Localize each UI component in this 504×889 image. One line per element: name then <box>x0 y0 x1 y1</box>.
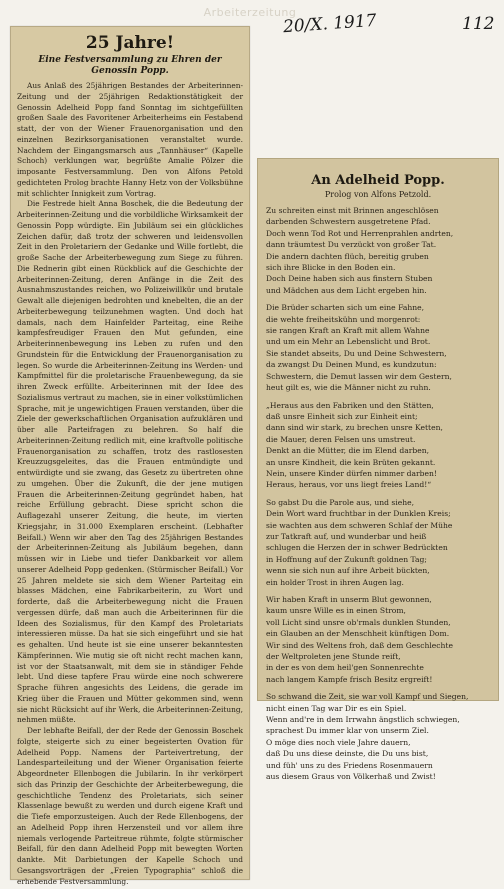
poem-line: kaum unsre Wille es in einen Strom, <box>266 606 406 616</box>
handwritten-date: 20/X. 1917 <box>282 10 378 38</box>
poem-line: dann sind wir stark, zu brechen unsre Ketten, <box>266 423 443 433</box>
poem-stanza <box>266 691 490 782</box>
poem-line: wenn sie sich nun auf ihre Arbeit bückten, <box>266 566 430 576</box>
poem-subtitle: Prolog von Alfons Petzold. <box>324 190 432 199</box>
poem-line: sprachest Du immer klar von unserm Ziel. <box>266 726 429 736</box>
poem-line: die Mauer, deren Felsen uns umstreut. <box>266 434 416 444</box>
newspaper-clipping-poem <box>257 158 499 782</box>
poem-line: und Mädchen aus dem Licht ergeben hin. <box>266 285 427 295</box>
handwritten-number: 112 <box>462 14 495 34</box>
poem-line: in der es von dem heil'gen Sonnenrechte <box>266 663 424 673</box>
poem-line: da zwangst Du Deinen Mund, es kundzutun: <box>266 360 437 370</box>
poem-line: der Weltproleten jene Stunde reift, <box>266 652 401 662</box>
poem-line: Doch wenn Tod Rot und Herrenprahlen andrten, <box>266 228 454 238</box>
poem-body <box>258 205 498 783</box>
article-body <box>11 81 249 887</box>
poem-line: aus diesem Graus von Völkerhaß und Zwist! <box>266 772 436 782</box>
poem-line: Dein Wort ward fruchtbar in der Dunklen Kreis; <box>266 509 451 519</box>
poem-line: und füh' uns zu des Friedens Rosenmauern <box>266 760 433 770</box>
poem-line: Sie standet abseits, Du und Deine Schwestern, <box>266 348 447 358</box>
poem-line: Wir sind des Weltens froh, daß dem Geschlechte <box>266 640 453 650</box>
article-paragraph: Die Festrede hielt Anna Boschek, die die Bedeutung der Arbeiterinnen-Zeitung und die vorbildliche Wirksamkeit der Genossin Popp würdigte. Ein Jubiläum sei ein glückliches Zeichen dafür, daß trotz der schweren und leidensvollen Zeit in den Proletariern der Gedanke und Wille fortlebt, die große Sache der Arbeiterbewegung zum Siege zu führen. Die Rednerin gibt einen Rückblick auf die Geschichte der Arbeiterinnen-Zeitung, deren Anfänge in die Zeit des Ausnahmszustandes reichen, wo Polizeiwillkür und brutale Gewalt alle diejenigen bedrohten und knebelten, die an der Arbeiterbewegung teilzunehmen wagten. Und doch hat damals, nach dem Hainfelder Parteitag, eine Reihe kampfesfreudiger Frauen den Mut gefunden, eine Arbeiterinnenbewegung ins Leben zu rufen und den Grundstein für die Entwicklung der Frauenorganisation zu legen. So wurde die Arbeiterinnen-Zeitung ins Werden- und Kampfmittel für die proletarische Frauenbewegung, da sie ihren Zweck erfüllte. Arbeiterinnen mit der Idee des Sozialismus vertraut zu machen, sie in einer volkstümlichen Sprache, mit je ungewichtigen Frauen verstanden, über die Ziele der gewerkschaftlichen Organisation aufzuklären und über alle Parteifragen zu belehren. So half die Arbeiterinnen-Zeitung redlich mit, eine kraftvolle politische Frauenorganisation zu schaffen, trotz des rastlosesten Kreuzzugsgeleites, das die Frauen entmündigte und entwürdigte und sie zwang, das Gesetz zu übertreten ohne zu umgehen. Über die Zukunft, die der jene mutigen Frauen die Arbeiterinnen-Zeitung gegründet haben, hat reiche Erfüllung gebracht. Diese spricht schon die Auflagezahl unserer Zeitung, die heute, im vierten Kriegsjahr, in 31.000 Exemplaren erscheint. (Lebhafter Beifall.) Wenn wir aber den Tag des 25jährigen Bestandes der Arbeiterinnen-Zeitung als Jubiläum begehen, dann müssen wir in Liebe und tiefer Dankbarkeit vor allem unserer Adelheid Popp gedenken. (Stürmischer Beifall.) Vor 25 Jahren meldete sie sich dem Wiener Parteitag ein blasses Mädchen, eine Fabrikarbeiterin, zu Wort und forderte, daß die Arbeiterbewegung nicht die Frauen vergessen dürfe, daß man auch die Arbeiterinnen für die Ideen des Sozialismus, für den Kampf des Proletariats interessieren müsse. Da hat sie sich eingeführt und sie hat es gehalten. Und heute ist sie eine unserer bekanntesten Kämpferinnen. Wie mutig sie oft nicht recht machen kann, ist vor der Staatsanwalt, mit dem sie in ständiger Fehde lebt. Und diese tapfere Frau würde eine noch schwerere Sprache führen angesichts des Leidens, die gerade im Krieg über die Frauen und Mütter gekommen sind, wenn sie nicht Rücksicht auf ihr Werk, die Arbeiterinnen-Zeitung, nehmen müßte. <box>17 199 243 725</box>
poem-line: So gabst Du die Parole aus, und siehe, <box>266 497 415 507</box>
archive-stamp: Arbeiterzeitung <box>203 6 297 19</box>
poem-line: dann träumtest Du verzückt von großer Tat. <box>266 240 437 250</box>
poem-title: An Adelheid Popp. <box>311 173 445 188</box>
poem-line: So schwand die Zeit, sie war voll Kampf und Siegen, <box>266 692 469 702</box>
poem-line: zur Tatkraft auf, und wunderbar und heiß <box>266 531 427 541</box>
poem-line: sie wachten aus dem schweren Schlaf der Mühe <box>266 520 453 530</box>
poem-line: Wir haben Kraft in unserm Blut gewonnen, <box>266 595 432 604</box>
poem-line: Schwestern, die Demut lassen wir dem Gestern, <box>266 371 452 381</box>
poem-line: sich ihre Blicke in den Boden ein. <box>266 263 396 273</box>
poem-stanza <box>266 400 490 491</box>
poem-line: „Heraus aus den Fabriken und den Stätten, <box>266 400 434 410</box>
poem-line: Doch Deine haben sich aus finstern Stuben <box>266 274 433 284</box>
article-paragraph: Der lebhafte Beifall, der der Rede der Genossin Boschek folgte, steigerte sich zu einer begeisterten Ovation für Adelheid Popp. Namens der Parteivertretung, der Landesparteileitung und der Wiener Organisation feierte Abgeordneter Ellenbogen die Jubilarin. In ihr verkörpert sich das Prinzip der Geschichte der Arbeiterbewegung, die geschichtliche Tendenz des Proletariats, sich seiner Klassenlage bewußt zu werden und durch eigene Kraft und die Tiefe emporzusteigen. Auch der Rede Ellenbogens, der an Adelheid Popp ihren Herzensteil und vor allem ihre niemals verlogende Parteitreue rühmte, folgte stürmischer Beifall, für den dann Adelheid Popp mit bewegten Worten dankte. Mit Darbietungen der Kapelle Schoch und Gesangsvorträgen der „Freien Typographia“ schloß die erhebende Festversammlung. <box>17 726 243 886</box>
poem-line: ein holder Trost in ihren Augen lag. <box>266 577 404 587</box>
poem-line: Wenn and're in dem Irrwahn ängstlich schwiegen, <box>266 715 460 725</box>
poem-line: Nein, unsere Kinder dürfen nimmer darben! <box>266 468 437 478</box>
poem-line: nach langem Kampfe frisch Besitz ergreift! <box>266 674 433 684</box>
poem-line: Die andern dachten flüch, bereitig gruben <box>266 251 429 261</box>
poem-stanza <box>266 594 490 685</box>
poem-line: Heraus, heraus, vor uns liegt freies Land!“ <box>266 480 432 490</box>
poem-line: Zu schreiten einst mit Brinnen angeschlösen <box>266 206 439 215</box>
poem-stanza <box>266 497 490 588</box>
poem-line: die wehte freiheitskühn und morgenrot: <box>266 314 421 324</box>
article-subtitle: Eine Festversammlung zu Ehren der Genossin Popp. <box>38 55 222 76</box>
poem-line: ein Glauben an der Menschheit künftigen Dom. <box>266 629 450 639</box>
poem-line: daß Du uns diese deinste, die Du uns bist, <box>266 749 429 759</box>
poem-line: in Hoffnung auf der Zukunft goldnen Tag; <box>266 554 427 564</box>
poem-line: Denkt an die Mütter, die im Elend darben, <box>266 446 430 456</box>
poem-line: voll Licht sind unsre ob'rmals dunklen Stunden, <box>266 617 451 627</box>
poem-line: sie rangen Kraft an Kraft mit allem Wahne <box>266 326 430 336</box>
poem-line: Die Brüder scharten sich um eine Fahne, <box>266 303 425 313</box>
poem-line: darbenden Schwestern ausgetretene Pfad. <box>266 217 431 227</box>
poem-line: nicht einen Tag war Dir es ein Spiel. <box>266 703 407 713</box>
poem-line: und um ein Mehr an Lebenslicht und Brot. <box>266 337 431 347</box>
newspaper-clipping-article <box>10 26 250 886</box>
poem-line: an unsre Kindheit, die kein Brüten gekannt. <box>266 457 436 467</box>
poem-line: heut gilt es, wie die Männer nicht zu ruhn. <box>266 383 431 393</box>
article-title: 25 Jahre! <box>85 33 175 53</box>
poem-stanza <box>266 205 490 296</box>
article-paragraph: Aus Anlaß des 25jährigen Bestandes der Arbeiterinnen-Zeitung und der 25jährigen Redaktionstätigkeit der Genossin Adelheid Popp fand Sonntag im sichtgefüllten großen Saale des Favoritener Arbeiterheims ein Festabend statt, der von der Wiener Frauenorganisation und den einzelnen Bezirksorganisationen veranstaltet wurde. Nachdem der Eingangsmarsch aus „Tannhäuser“ (Kapelle Schoch) verklungen war, begrüßte Amalie Pölzer die imposante Festversammlung. Den von Alfons Petold gedichteten Prolog brachte Hanny Hetz von der Volksbühne mit schlichter Innigkeit zum Vortrag. <box>17 81 243 198</box>
poem-line: schlugen die Herzen der in schwer Bedrückten <box>266 543 448 553</box>
poem-stanza <box>266 302 490 393</box>
poem-line: daß unsre Einheit sich zur Einheit eint; <box>266 411 418 421</box>
poem-line: O möge dies noch viele Jahre dauern, <box>266 737 411 747</box>
